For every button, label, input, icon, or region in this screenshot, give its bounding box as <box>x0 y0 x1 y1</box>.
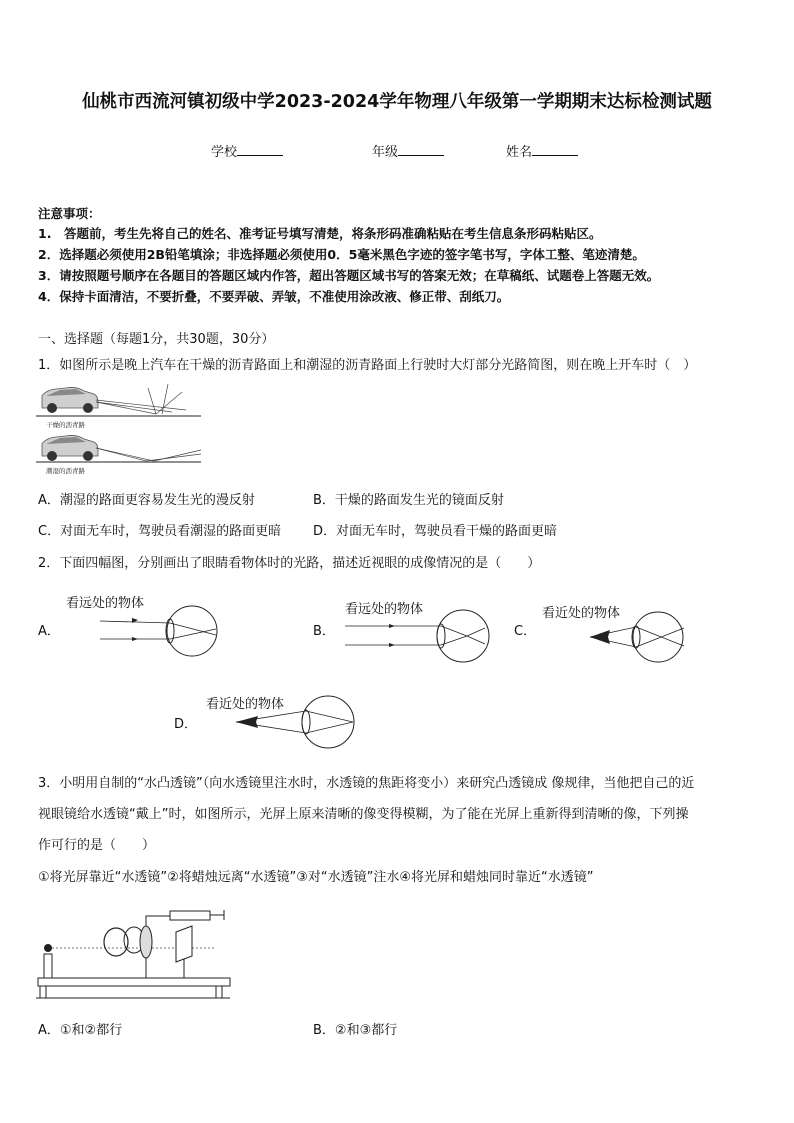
syringe-icon <box>170 911 210 920</box>
grade-field <box>372 141 444 160</box>
q2-fig-b-letter: B． <box>313 624 335 639</box>
q3-option-b: B．②和③都行 <box>313 1023 398 1038</box>
name-blank <box>532 143 578 156</box>
question-3-stem-line: 作可行的是（ ） <box>38 838 156 853</box>
school-label: 学校 <box>211 145 238 160</box>
water-lens-icon <box>140 926 152 958</box>
notice-item: 1. 答题前，考生先将自己的姓名、准考证号填写清楚，将条形码准确粘贴在考生信息条形码粘贴区。 <box>38 226 602 241</box>
q2-fig-d-letter: D． <box>174 717 198 732</box>
grade-blank <box>398 143 444 156</box>
question-3-stem-line: 3．小明用自制的“水凸透镜”（向水透镜里注水时，水透镜的焦距将变小）来研究凸透镜成 像规律，当他把自己的近 <box>38 776 695 791</box>
light-screen <box>176 926 192 962</box>
q2-eye-diagram-d <box>210 692 360 752</box>
question-2-stem: 2．下面四幅图，分别画出了眼睛看物体时的光路，描述近视眼的成像情况的是（ ） <box>38 556 541 571</box>
question-3-stem-line: 视眼镜给水透镜“戴上”时，如图所示，光屏上原来清晰的像变得模糊，为了能在光屏上重新得到清晰的像，下列操 <box>38 807 689 822</box>
candle-icon <box>44 954 52 978</box>
q2-fig-c-caption: 看近处的物体 <box>542 606 621 621</box>
notice-heading: 注意事项： <box>38 206 101 221</box>
q2-fig-a-letter: A． <box>38 624 60 639</box>
school-field <box>211 141 283 160</box>
notice-item: 3．请按照题号顺序在各题目的答题区域内作答，超出答题区域书写的答案无效；在草稿纸、试题卷上答题无效。 <box>38 268 660 283</box>
page-title: 仙桃市西流河镇初级中学2023-2024学年物理八年级第一学期期末达标检测试题 <box>82 92 712 112</box>
grade-label: 年级 <box>372 145 399 160</box>
q2-fig-a-caption: 看远处的物体 <box>66 596 145 611</box>
q1-option-d: D．对面无车时，驾驶员看干燥的路面更暗 <box>313 524 558 539</box>
optical-bench <box>38 978 230 986</box>
q3-apparatus-figure <box>36 898 236 1006</box>
q2-eye-diagram-b <box>345 608 495 664</box>
dry-road-label: 干燥的沥青路 <box>46 421 85 429</box>
wet-road-label: 潮湿的沥青路 <box>46 467 85 475</box>
question-1-stem: 1．如图所示是晚上汽车在干燥的沥青路面上和潮湿的沥青路面上行驶时大灯部分光路简图，则在晚上开车时（ ） <box>38 358 697 373</box>
q3-option-a: A．①和②都行 <box>38 1023 123 1038</box>
q2-fig-b-caption: 看远处的物体 <box>345 602 424 617</box>
question-3-choices: ①将光屏靠近“水透镜”②将蜡烛远离“水透镜”③对“水透镜”注水④将光屏和蜡烛同时靠近“水透镜” <box>38 870 594 885</box>
name-field <box>506 141 578 160</box>
notice-item: 4．保持卡面清洁，不要折叠，不要弄破、弄皱，不准使用涂改液、修正带、刮纸刀。 <box>38 289 510 304</box>
q1-option-b: B．干燥的路面发生光的镜面反射 <box>313 493 504 508</box>
q1-option-c: C．对面无车时，驾驶员看潮湿的路面更暗 <box>38 524 282 539</box>
q2-eye-diagram-c <box>560 610 690 664</box>
q1-figure <box>36 380 204 478</box>
q2-eye-diagram-a <box>100 605 230 657</box>
q2-fig-d-caption: 看近处的物体 <box>206 697 285 712</box>
section-heading: 一、选择题（每题1分，共30题，30分） <box>38 332 275 347</box>
wet-road-diagram <box>36 435 201 462</box>
school-blank <box>237 143 283 156</box>
notice-item: 2．选择题必须使用2B铅笔填涂；非选择题必须使用0．5毫米黑色字迹的签字笔书写，字体工整、笔迹清楚。 <box>38 247 645 262</box>
q1-option-a: A．潮湿的路面更容易发生光的漫反射 <box>38 493 255 508</box>
dry-road-diagram <box>36 384 201 416</box>
name-label: 姓名 <box>506 145 533 160</box>
q2-fig-c-letter: C． <box>514 624 537 639</box>
